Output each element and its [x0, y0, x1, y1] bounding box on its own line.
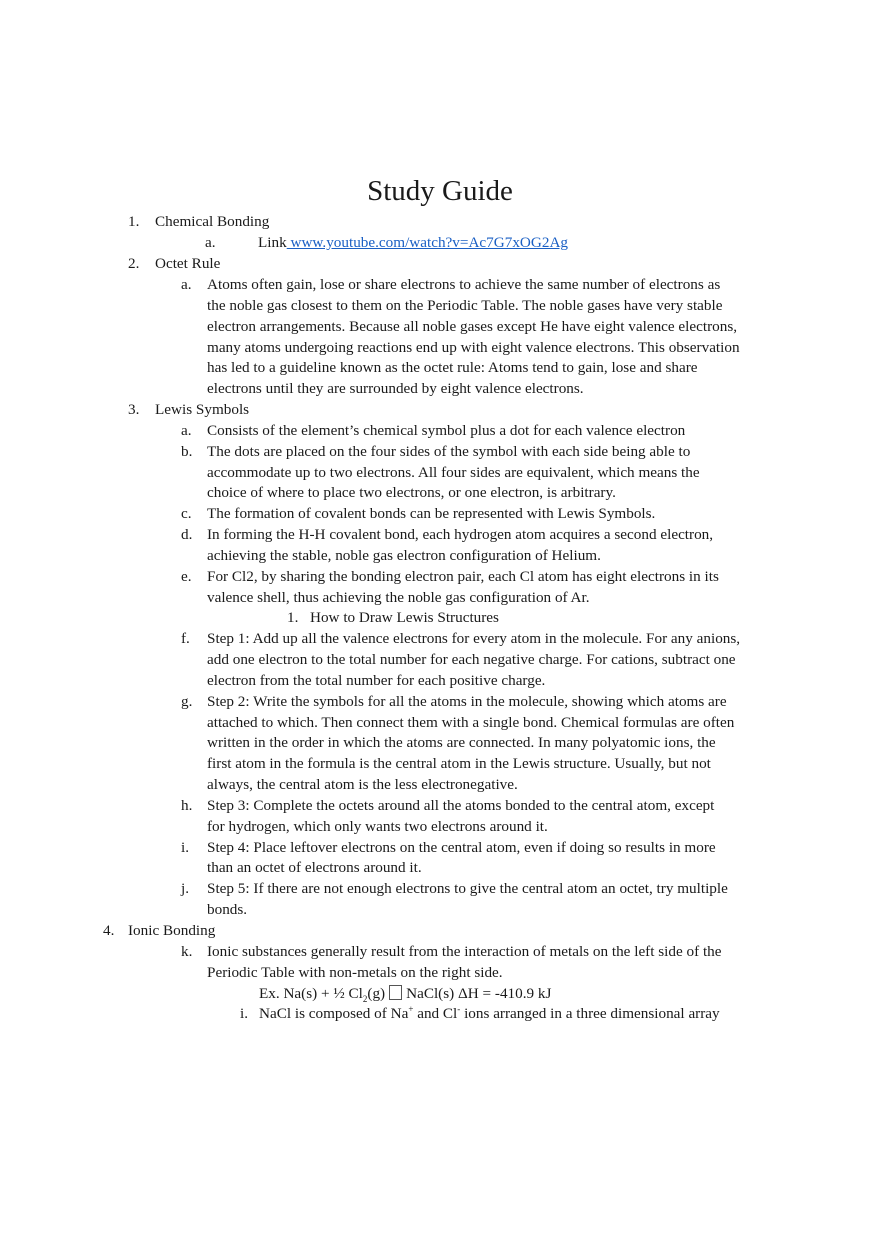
paragraph-line: For Cl2, by sharing the bonding electron pair, each Cl atom has eight electrons in its: [207, 568, 719, 585]
section-1-item-a-marker: a.: [205, 234, 216, 251]
reaction-example: [259, 984, 551, 1005]
paragraph-line: Ionic substances generally result from the interaction of metals on the left side of the: [207, 943, 722, 960]
paragraph-line: attached to which. Then connect them with a single bond. Chemical formulas are often: [207, 714, 735, 731]
subscript-2: 2: [362, 994, 368, 1005]
paragraph-line: Step 3: Complete the octets around all the atoms bonded to the central atom, except: [207, 797, 715, 814]
item-marker: i.: [181, 839, 190, 856]
paragraph-line: electrons until they are surrounded by eight valence electrons.: [207, 380, 584, 397]
section-3-number: 3.: [128, 401, 140, 418]
paragraph-line: written in the order in which the atoms are connected. In many polyatomic ions, the: [207, 734, 716, 751]
paragraph-line: The formation of covalent bonds can be represented with Lewis Symbols.: [207, 505, 656, 522]
paragraph-line: the noble gas closest to them on the Periodic Table. The noble gases have very stable: [207, 297, 723, 314]
page-title: Study Guide: [367, 175, 513, 207]
example-mid: (g): [367, 985, 386, 1002]
paragraph-line: many atoms undergoing reactions end up with eight valence electrons. This observation: [207, 339, 740, 356]
item-marker: e.: [181, 568, 192, 585]
paragraph-line: first atom in the formula is the central atom in the Lewis structure. Usually, but not: [207, 755, 711, 772]
paragraph-line: achieving the stable, noble gas electron configuration of Helium.: [207, 547, 601, 564]
section-2-number: 2.: [128, 255, 140, 272]
superscript-plus: +: [408, 1003, 414, 1014]
nacl-text-1: NaCl is composed of Na: [259, 1005, 409, 1022]
item-marker: i.: [240, 1005, 249, 1022]
subsection-number: 1.: [287, 609, 299, 626]
item-marker: g.: [181, 693, 193, 710]
paragraph-line: In forming the H-H covalent bond, each hydrogen atom acquires a second electron,: [207, 526, 714, 543]
section-2-item-a-marker: a.: [181, 276, 192, 293]
paragraph-line: has led to a guideline known as the octet rule: Atoms tend to gain, lose and share: [207, 359, 698, 376]
section-1-item-a: [258, 233, 568, 254]
paragraph-line: than an octet of electrons around it.: [207, 859, 422, 876]
section-2-heading: Octet Rule: [155, 255, 221, 272]
superscript-minus: -: [457, 1003, 461, 1014]
example-product: NaCl(s) ΔH = -410.9 kJ: [406, 985, 552, 1002]
paragraph-line: accommodate up to two electrons. All four sides are equivalent, which means the: [207, 464, 700, 481]
paragraph-line: electron arrangements. Because all noble gases except He have eight valence electrons,: [207, 318, 738, 335]
subsection-heading: How to Draw Lewis Structures: [310, 609, 499, 626]
paragraph-line: choice of where to place two electrons, or one electron, is arbitrary.: [207, 484, 616, 501]
item-marker: j.: [181, 880, 190, 897]
arrow-glyph-icon: [389, 985, 402, 1000]
paragraph-line: valence shell, thus achieving the noble gas configuration of Ar.: [207, 589, 590, 606]
item-marker: c.: [181, 505, 192, 522]
section-1-number: 1.: [128, 213, 140, 230]
paragraph-line: The dots are placed on the four sides of the symbol with each side being able to: [207, 443, 691, 460]
section-3-heading: Lewis Symbols: [155, 401, 250, 418]
paragraph-line: Periodic Table with non-metals on the right side.: [207, 964, 503, 981]
paragraph-line: electron from the total number for each positive charge.: [207, 672, 546, 689]
nacl-text-2: and Cl: [413, 1005, 458, 1022]
section-4-heading: Ionic Bonding: [128, 922, 216, 939]
paragraph-line: Step 1: Add up all the valence electrons for every atom in the molecule. For any anions,: [207, 630, 741, 647]
paragraph-line: Step 4: Place leftover electrons on the central atom, even if doing so results in more: [207, 839, 716, 856]
paragraph-line: add one electron to the total number for each negative charge. For cations, subtract one: [207, 651, 736, 668]
item-marker: k.: [181, 943, 193, 960]
link-label: Link: [258, 234, 287, 251]
paragraph-line: for hydrogen, which only wants two electrons around it.: [207, 818, 548, 835]
paragraph-line: Step 2: Write the symbols for all the atoms in the molecule, showing which atoms are: [207, 693, 727, 710]
paragraph-line: bonds.: [207, 901, 248, 918]
youtube-link[interactable]: www.youtube.com/watch?v=Ac7G7xOG2Ag: [286, 234, 569, 251]
item-marker: a.: [181, 422, 192, 439]
item-marker: d.: [181, 526, 193, 543]
section-4-number: 4.: [103, 922, 115, 939]
item-marker: b.: [181, 443, 193, 460]
paragraph-line: Atoms often gain, lose or share electrons to achieve the same number of electrons as: [207, 276, 721, 293]
item-marker: h.: [181, 797, 193, 814]
paragraph-line: always, the central atom is the less electronegative.: [207, 776, 518, 793]
example-prefix: Ex. Na(s) + ½ Cl: [259, 985, 363, 1002]
paragraph-line: Step 5: If there are not enough electrons to give the central atom an octet, try multiple: [207, 880, 728, 897]
paragraph-line: Consists of the element’s chemical symbol plus a dot for each valence electron: [207, 422, 686, 439]
nacl-text-3: ions arranged in a three dimensional array: [460, 1005, 720, 1022]
section-1-heading: Chemical Bonding: [155, 213, 270, 230]
item-marker: f.: [181, 630, 190, 647]
nacl-line: [259, 1004, 720, 1025]
